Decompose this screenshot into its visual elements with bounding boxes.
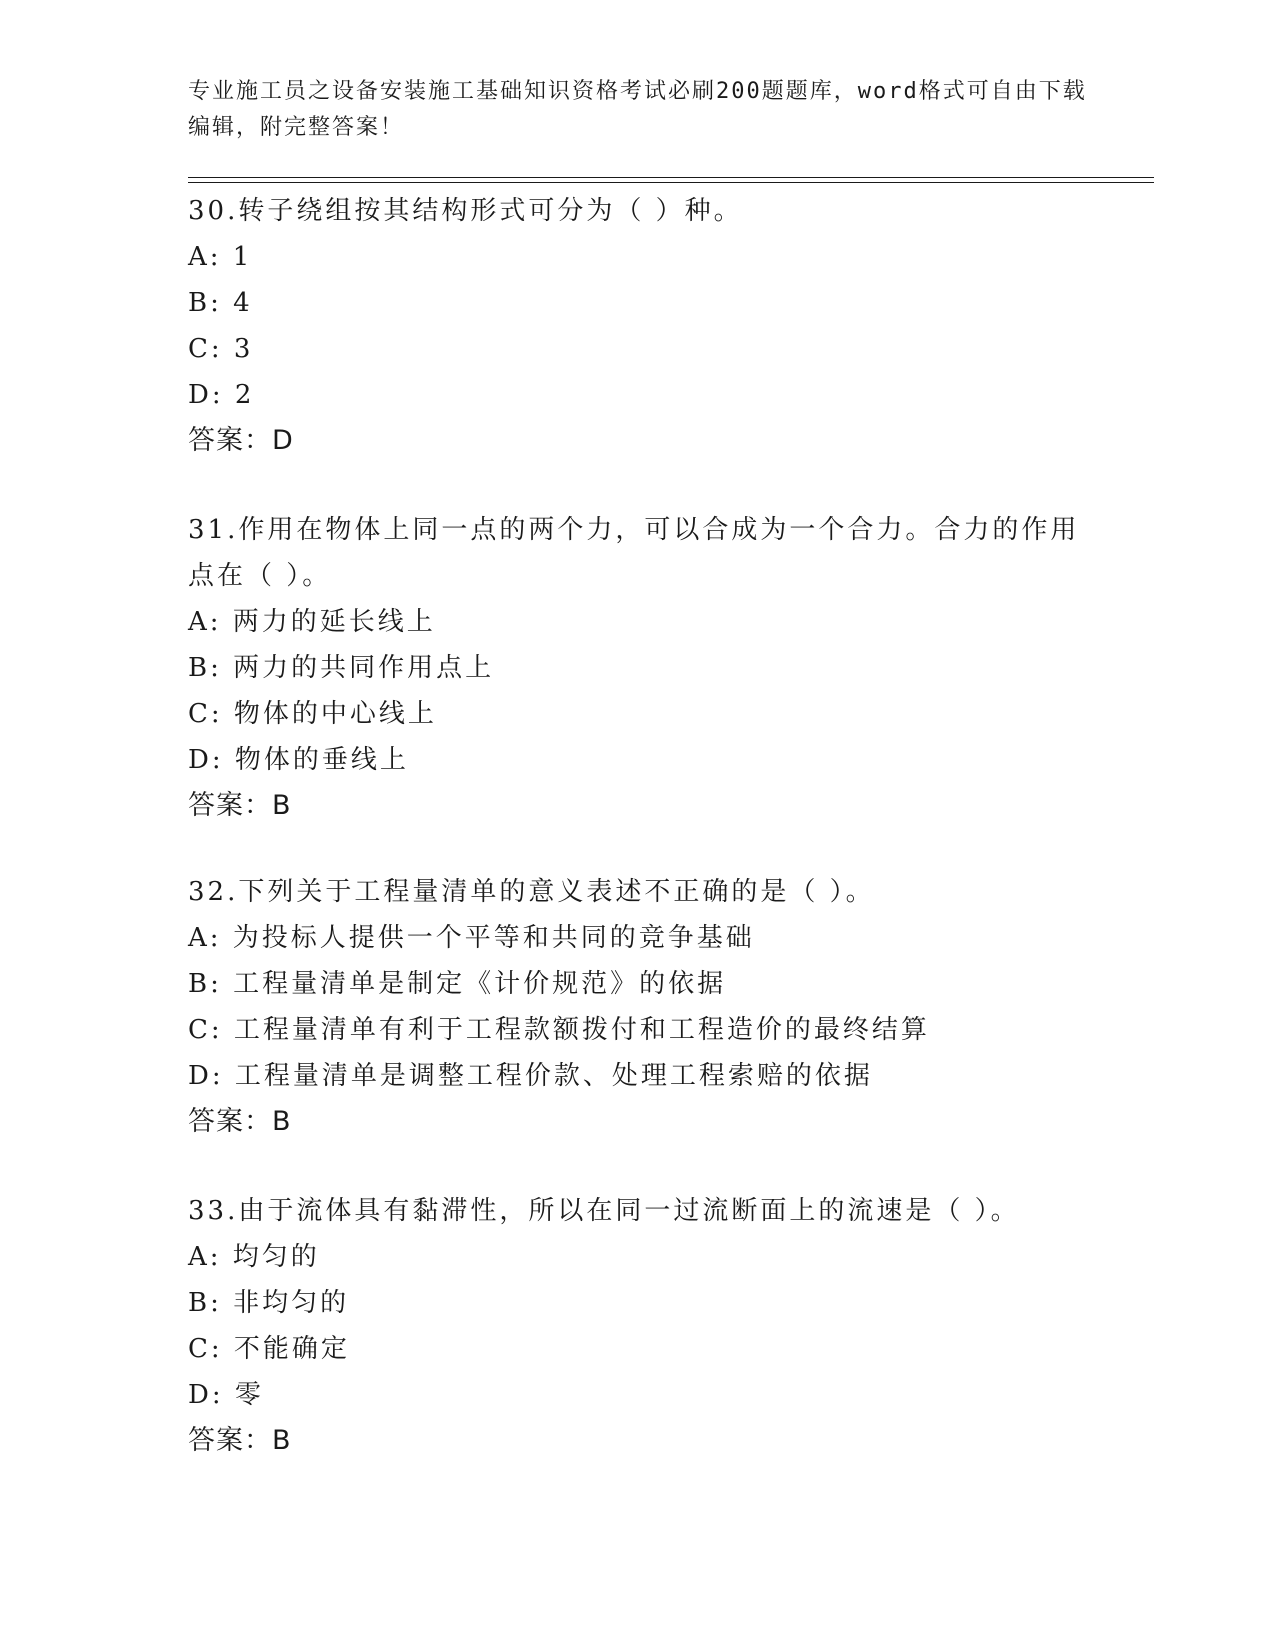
- option-d: D: 工程量清单是调整工程价款、处理工程索赔的依据: [188, 1061, 873, 1091]
- question-31: [188, 507, 1088, 829]
- option-b: B: 工程量清单是制定《计价规范》的依据: [188, 969, 727, 999]
- question-stem: 32.下列关于工程量清单的意义表述不正确的是（ ）。: [188, 877, 875, 907]
- answer: 答案：D: [188, 425, 294, 456]
- answer: 答案：B: [188, 790, 292, 821]
- option-c: C: 物体的中心线上: [188, 699, 437, 729]
- document-header: 专业施工员之设备安装施工基础知识资格考试必刷200题题库，word格式可自由下载编辑，附完整答案！: [188, 79, 1087, 140]
- option-b: B: 两力的共同作用点上: [188, 653, 495, 683]
- question-stem: 33.由于流体具有黏滞性，所以在同一过流断面上的流速是（ ）。: [188, 1196, 1020, 1226]
- option-a: A: 两力的延长线上: [188, 607, 436, 637]
- option-b: B: 非均匀的: [188, 1288, 350, 1318]
- option-d: D: 零: [188, 1380, 264, 1410]
- option-a: A: 1: [188, 242, 253, 272]
- option-c: C: 不能确定: [188, 1334, 350, 1364]
- option-d: D: 2: [188, 380, 255, 410]
- option-b: B: 4: [188, 288, 253, 318]
- question-stem: 30.转子绕组按其结构形式可分为（ ）种。: [188, 196, 743, 226]
- answer: 答案：B: [188, 1425, 292, 1456]
- option-c: C: 工程量清单有利于工程款额拨付和工程造价的最终结算: [188, 1015, 930, 1045]
- answer: 答案：B: [188, 1106, 292, 1137]
- option-d: D: 物体的垂线上: [188, 745, 409, 775]
- question-stem: 31.作用在物体上同一点的两个力，可以合成为一个合力。合力的作用点在（ ）。: [188, 515, 1080, 591]
- question-33: [188, 1188, 1088, 1464]
- header-rule-bottom: [188, 182, 1154, 183]
- option-a: A: 均匀的: [188, 1242, 320, 1272]
- question-32: [188, 869, 1088, 1145]
- question-30: [188, 188, 1088, 464]
- header-rule-top: [188, 177, 1154, 178]
- option-c: C: 3: [188, 334, 254, 364]
- option-a: A: 为投标人提供一个平等和共同的竞争基础: [188, 923, 755, 953]
